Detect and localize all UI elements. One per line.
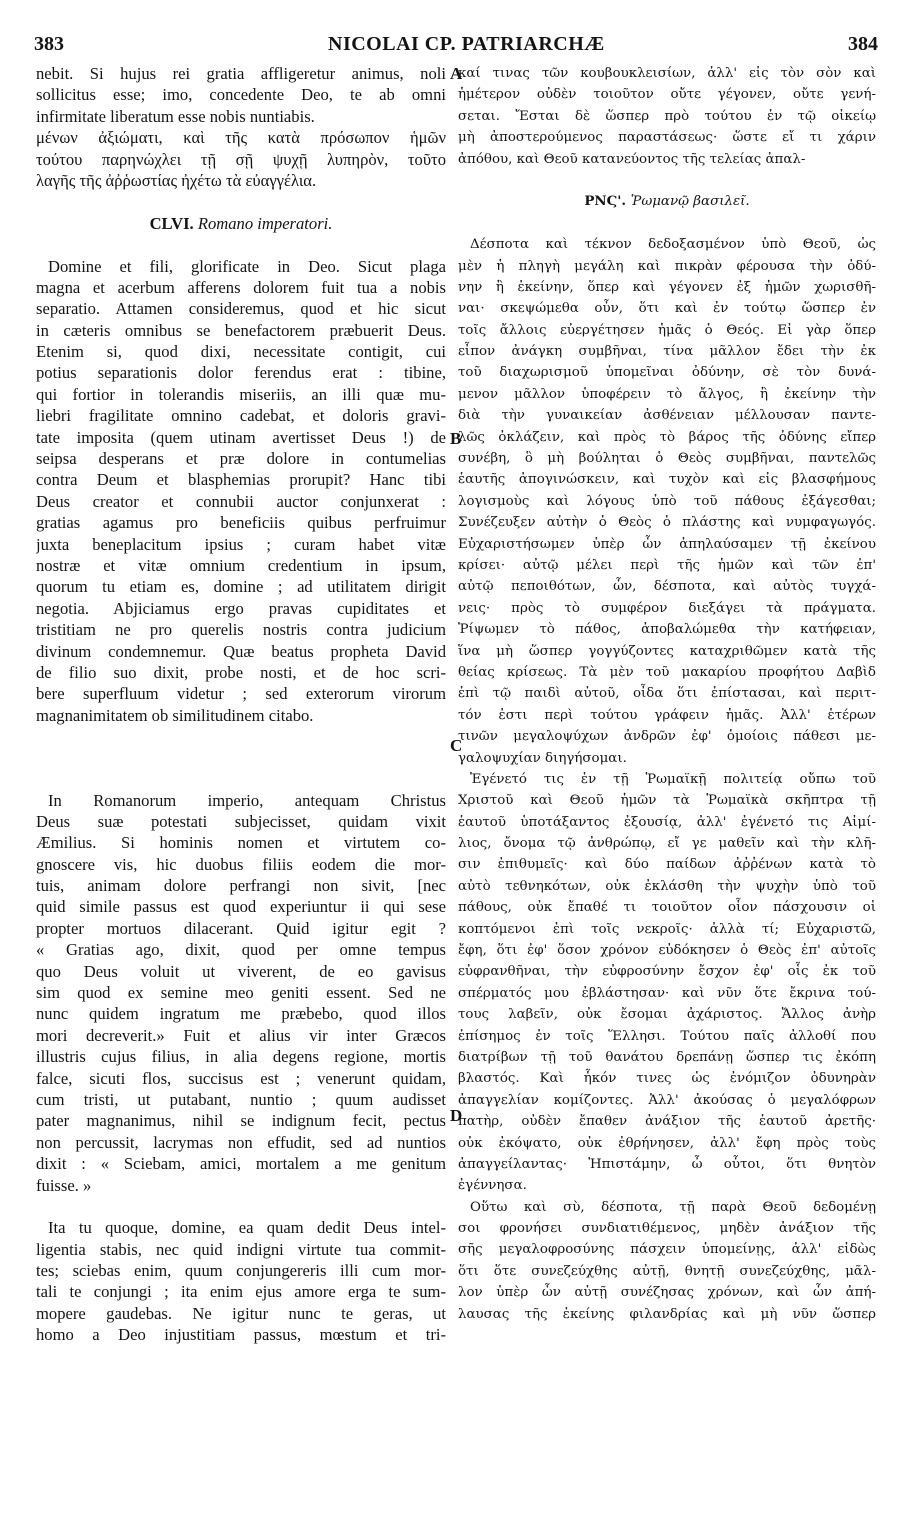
letter-addressee: Romano imperatori. bbox=[197, 213, 333, 233]
greek-line: σῆς μεγαλοφροσύνης πάσχειν ὑπομείνῃς, ἀλλ' εἰδὼς bbox=[458, 1242, 876, 1258]
greek-line: συνέβη, ὃ μὴ βούληται ὁ Θεὸς συμβῆναι, παντελῶς bbox=[458, 451, 876, 467]
greek-line: λῶς ὀκλάζειν, καὶ πρὸς τὸ βάρος τῆς ὀδύνης εἴπερ bbox=[458, 429, 876, 445]
latin-line: divinum condemnemur. Quæ beatus propheta David bbox=[36, 641, 446, 661]
greek-line: τόν ἐστι περὶ τούτου γράφειν ἡμᾶς. Ἀλλ' ἑτέρων bbox=[458, 707, 876, 723]
latin-line: sim quod ex semine meo geniti essent. Sed ne bbox=[36, 983, 446, 1003]
spacer bbox=[36, 191, 446, 212]
latin-line: magna et acerbum afferens dolorem fuit tua a nobis bbox=[36, 277, 446, 297]
latin-line: tes; sciebas enim, quum conjungereris illi cum mor- bbox=[36, 1261, 446, 1281]
latin-line: tristitiam ne pro querelis nostris contra judicium bbox=[36, 620, 446, 640]
latin-line: In Romanorum imperio, antequam Christus bbox=[48, 790, 446, 810]
latin-column bbox=[36, 63, 446, 1533]
greek-line: τοῦ διαχωρισμοῦ ὑπομεῖναι ὀδύνην, σὲ τὸν δυνά- bbox=[458, 365, 876, 381]
greek-line: σοι φρονήσει συνδιατιθέμενος, μηδὲν ἀνάξιον τῆς bbox=[458, 1221, 876, 1237]
greek-line: Οὕτω καὶ σὺ, δέσποτα, τῇ παρὰ Θεοῦ δεδομένῃ bbox=[470, 1199, 876, 1215]
spacer bbox=[458, 170, 876, 191]
letter-number: CLVI. bbox=[149, 213, 194, 233]
greek-line: πατὴρ, οὐδὲν ἔπαθεν ἀνάξιον τῆς ἑαυτοῦ ἀρετῆς· bbox=[458, 1114, 876, 1130]
greek-line: καί τινας τῶν κουβουκλεισίων, ἀλλ' εἰς τὸν σὸν καὶ bbox=[458, 66, 876, 81]
greek-line: γαλοψυχίαν διηγήσομαι. bbox=[458, 750, 627, 766]
spacer bbox=[36, 234, 446, 255]
latin-line: gnoscere vis, hic duobus filiis eodem die mor- bbox=[36, 854, 446, 874]
greek-line: λογισμοὺς καὶ λόγους ὑπὸ τοῦ πάθους ἐξάγεσθαι; bbox=[458, 493, 876, 509]
greek-line: σιν ἐπιθυμεῖς· καὶ δύο παίδων ἀῤῥένων κατὰ τὸ bbox=[458, 857, 876, 873]
greek-line: νην ἢ ἐκείνην, ὅπερ καὶ γέγονεν ἐξ ἡμῶν χωρισθῆ- bbox=[458, 279, 876, 295]
latin-line: qui fortior in tolerandis miseriis, an illi quæ mu- bbox=[36, 384, 446, 404]
latin-line: separatio. Attamen consideremus, quod et hic sicut bbox=[36, 299, 446, 319]
latin-line: de filio suo dixit, probe nosti, et de hoc scri- bbox=[36, 662, 446, 682]
greek-line: μὴ ἀποστερούμενος παραστάσεως· ὥστε εἴ τι χάριν bbox=[458, 130, 876, 146]
letter-addressee: Ῥωμανῷ βασιλεῖ. bbox=[630, 194, 750, 210]
latin-line: tuis, animam dolore perfrangi non sivit, [nec bbox=[36, 876, 446, 896]
latin-line: quorum tu etiam es, domine ; ad utilitatem dirigit bbox=[36, 577, 446, 597]
latin-line: magnanimitatem ob similitudinem citabo. bbox=[36, 705, 314, 725]
latin-line: Deus creator et connubii auctor conjunxerat : bbox=[36, 491, 446, 511]
greek-line: οὐκ ἐκόψατο, οὐκ ἐθρήνησεν, ἀλλ' ἔφη πρὸς τοὺς bbox=[458, 1135, 876, 1151]
latin-line: negotia. Abjiciamus ergo pravas cupiditates et bbox=[36, 598, 446, 618]
greek-line: μὲν ἡ πληγὴ μεγάλη καὶ πικρὰν φέρουσα τὴν ὀδύ- bbox=[458, 258, 876, 274]
latin-line: falce, sicuti flos, succisus est ; venerunt quidam, bbox=[36, 1068, 446, 1088]
greek-line: λον ὑπὲρ ὧν αὐτῇ συνέζησας χρόνων, καὶ ὧν ἀπή- bbox=[458, 1285, 876, 1301]
greek-line: ἑαυτοῦ ὑποτάξαντος ἐξουσίᾳ, ἀλλ' ἐγένετό τις Αἰμί- bbox=[458, 814, 876, 830]
greek-line: διὰ τὴν γυναικείαν ἀσθένειαν μέλλουσαν παντε- bbox=[458, 408, 876, 424]
latin-line: juxta beneplacitum ipsius ; curam habet vitæ bbox=[36, 534, 446, 554]
greek-line: ἑαυτῆς ἀπογινώσκειν, καὶ τυχὸν καὶ εἰς βλασφήμους bbox=[458, 472, 876, 488]
greek-line: πάθους, οὐκ ἔπαθέ τι τοιοῦτον οἷον πάσχουσιν οἱ bbox=[458, 900, 876, 916]
greek-line: τοῖς ἄλλοις εὐεργέτησεν ἡμᾶς ὁ Θεός. Εἰ γὰρ ὅπερ bbox=[458, 322, 876, 338]
latin-line: Ita tu quoque, domine, ea quam dedit Deus intel- bbox=[48, 1218, 446, 1238]
greek-line: κρίσει· αὐτῷ μέλει περὶ τῆς ἡμῶν καὶ τῶν ἐπ' bbox=[458, 557, 876, 573]
running-header bbox=[28, 33, 878, 59]
latin-line: mopere gaudebas. Ne igitur nunc te geras, ut bbox=[36, 1303, 446, 1323]
margin-letter-a: A bbox=[450, 64, 463, 83]
latin-line: liebri fragilitate omnino cadebat, et doloris gravi- bbox=[36, 406, 446, 426]
greek-line: λαυσας τῆς ἐκείνης φιλανδρίας καὶ μὴ νῦν ὥσπερ bbox=[458, 1306, 876, 1322]
latin-line: Domine et fili, glorificate in Deo. Sicut plaga bbox=[48, 256, 446, 276]
page-number-right: 384 bbox=[848, 33, 878, 55]
greek-line: ἵνα μὴ ὥσπερ γογγύζοντες καταχριθῶμεν κατὰ τῆς bbox=[458, 643, 876, 659]
spacer bbox=[36, 768, 446, 789]
latin-line: quo Deus voluit ut viverent, de eo gavisus bbox=[36, 961, 446, 981]
latin-line: nunc quidem ingratum me præbebo, quod illos bbox=[36, 1004, 446, 1024]
latin-line: gratias agamus pro beneficiis quibus perfruimur bbox=[36, 513, 446, 533]
greek-line: ἐγέννησα. bbox=[458, 1178, 527, 1194]
latin-line: sollicitus esse; imo, concedente Deo, te ab omni bbox=[36, 85, 446, 105]
greek-line: ἀπαγγείλαντας· Ἠπιστάμην, ὦ οὗτοι, ὅτι θνητὸν bbox=[458, 1156, 876, 1172]
margin-letter-c: C bbox=[450, 736, 463, 755]
greek-line: τινῶν μεγαλοψύχων ἀνδρῶν ἐφ' ὁμοίοις πάθεσι με- bbox=[458, 729, 876, 745]
latin-line: dixit : « Sciebam, amici, mortalem a me genitum bbox=[36, 1154, 446, 1174]
greek-line: αὐτῷ πεποιθότων, ὧν, δέσποτα, καὶ αὐτὸς τυγχά- bbox=[458, 579, 876, 595]
spacer bbox=[36, 1196, 446, 1217]
latin-line: quid simile passus est quod experiuntur ii qui sese bbox=[36, 897, 446, 917]
greek-line: θείας κρίσεως. Τὰ μὲν τοῦ μακαρίου προφήτου Δαβὶδ bbox=[458, 664, 876, 680]
latin-line: bere superfluum videtur ; sed exterorum virorum bbox=[36, 684, 446, 704]
greek-line: ἔφη, ὅτι ἐφ' ὅσον χρόνον εὐδόκησεν ὁ Θεὸς ἐπ' αὐτοῖς bbox=[458, 943, 876, 959]
latin-line: Æmilius. Si hominis nomen et virtutem co- bbox=[36, 833, 446, 853]
latin-line: « Gratias ago, dixit, quod per omne tempus bbox=[36, 940, 446, 960]
greek-line: Εὐχαριστήσωμεν ὑπὲρ ὧν ἀπηλαύσαμεν τῇ ἐκείνου bbox=[458, 536, 876, 552]
latin-line: tali te conjungi ; ita enim ejus amore erga te sum- bbox=[36, 1282, 446, 1302]
spacer bbox=[458, 213, 876, 234]
latin-line: propter mortuos dilacerant. Quid igitur egit ? bbox=[36, 918, 446, 938]
latin-line: mori decreverit.» Fuit et alius vir inter Græcos bbox=[36, 1025, 446, 1045]
latin-line: cum tristi, ut putabant, nuntio ; quum audisset bbox=[36, 1089, 446, 1109]
greek-spill-line: τούτου παρηνώχλει τῇ σῇ ψυχῇ λυπηρὸν, τοῦτο bbox=[36, 149, 446, 169]
letter-number: ΡΝϚ'. bbox=[584, 193, 627, 210]
margin-letter-b: B bbox=[450, 429, 462, 448]
greek-line: σπέρματός μου ἐβλάστησαν· καὶ νῦν ὅτε ἔκρινα τού- bbox=[458, 985, 876, 1001]
latin-line: contra Deum et blasphemias prorupit? Hanc tibi bbox=[36, 470, 446, 490]
latin-line: fuisse. » bbox=[36, 1175, 92, 1195]
greek-line: κοπτόμενοι ἐπὶ τοῖς νεκροῖς· ἀλλὰ τί; Εὐχαριστῶ, bbox=[458, 921, 876, 937]
latin-line: in cæteris omnibus se benefactorem præbuerit Deus. bbox=[36, 320, 446, 340]
greek-line: διατρίβων τῇ τοῦ θανάτου δρεπάνῃ ὥσπερ τις ἐκόπη bbox=[458, 1049, 876, 1065]
greek-line: εἶπον ἀνάγκη συμβῆναι, τίνα μᾶλλον ἔδει τὴν ἐκ bbox=[458, 344, 876, 360]
greek-line: βλαστός. Καὶ ἧκόν τινες ὡς ἐνόμιζον ὀδυνηρὰν bbox=[458, 1071, 876, 1087]
latin-line: illustris cujus filius, in alia degens regione, mortis bbox=[36, 1047, 446, 1067]
greek-line: τους λαβεῖν, οὐκ ἔσομαι ἀχάριστος. Ἄλλος ἀνὴρ bbox=[458, 1007, 876, 1023]
latin-line: nostræ et vitæ omnium credentium in ipsum, bbox=[36, 555, 446, 575]
greek-line: ἐπίσημος ἐν τοῖς Ἕλλησι. Τούτου παῖς ἀλλοθί που bbox=[458, 1028, 876, 1044]
greek-line: Ἐγένετό τις ἐν τῇ Ῥωμαϊκῇ πολιτείᾳ οὔπω τοῦ bbox=[470, 771, 876, 787]
latin-line: homo a Deo injustitiam passus, mœstum et tri- bbox=[36, 1325, 446, 1345]
greek-caption bbox=[458, 191, 876, 212]
greek-line: μενον μᾶλλον ὑποφέρειν τὸ ἄλγος, ἢ ἐκείνην τὴν bbox=[458, 386, 876, 402]
greek-spill-line: μένων ἀξιώματι, καὶ τῆς κατὰ πρόσωπον ἡμῶν bbox=[36, 128, 446, 148]
greek-line: αὐτὸ τεθνηκότων, οὐκ ἐκλάσθη τὴν ψυχὴν ὑπὸ τοῦ bbox=[458, 878, 876, 894]
greek-line: Δέσποτα καὶ τέκνον δεδοξασμένον ὑπὸ Θεοῦ, ὡς bbox=[470, 237, 876, 253]
latin-line: potius separationis dolor ferendus erat : tibine, bbox=[36, 363, 446, 383]
latin-line: nebit. Si hujus rei gratia affligeretur animus, noli bbox=[36, 64, 446, 83]
running-title: NICOLAI CP. PATRIARCHÆ bbox=[328, 33, 605, 55]
greek-line: ἀπόθου, καὶ Θεοῦ κατανεύοντος τῆς τελείας ἀπαλ- bbox=[458, 151, 806, 167]
latin-line: Etenim si, quod dixi, necessitate contigit, cui bbox=[36, 342, 446, 362]
margin-letter-d: D bbox=[450, 1106, 463, 1125]
spacer bbox=[36, 726, 446, 768]
greek-line: ὅτι ὅτε συνεζεύχθης αὐτῇ, θνητῇ συνεζεύχθης, μᾶλ- bbox=[458, 1263, 876, 1279]
latin-line: Deus suæ potestati subjecisset, quidam vixit bbox=[36, 811, 446, 831]
greek-spill-line: λαγῆς τῆς ἀῤῥωστίας ἠχέτω τὰ εὐαγγέλια. bbox=[36, 170, 317, 190]
greek-line: λιος, ὄνομα τῷ ἀνθρώπῳ, εἴ γε μαθεῖν καὶ τὴν κλῆ- bbox=[458, 836, 876, 852]
greek-line: νεις· πρὸς τὸ συμφέρον διεξάγει τὰ πράγματα. bbox=[458, 600, 876, 616]
greek-line: σεται. Ἔσται δὲ ὥσπερ πρὸ τούτου ἐν τῷ οἰκείῳ bbox=[458, 108, 876, 124]
greek-line: Ῥίψωμεν τὸ πάθος, ἀποβαλώμεθα τὴν κατήφειαν, bbox=[458, 622, 876, 638]
latin-line: tate imposita (quem utinam avertisset Deus !) de bbox=[36, 427, 446, 447]
latin-caption bbox=[36, 213, 446, 234]
latin-line: infirmitate liberatum esse nobis nuntiabis. bbox=[36, 106, 315, 126]
latin-line: non percussit, lacrymas non effudit, sed ad nuntios bbox=[36, 1132, 446, 1152]
latin-line: ligentia stabis, nec quid indigni virtute tua commit- bbox=[36, 1239, 446, 1259]
greek-line: Χριστοῦ καὶ Θεοῦ ἡμῶν τὰ Ῥωμαϊκὰ σκῆπτρα τῇ bbox=[458, 793, 876, 809]
greek-line: εὐφρανθῆναι, τὴν εὐφροσύνην ἔσχον ἐφ' οἷς ἐκ τοῦ bbox=[458, 964, 876, 980]
greek-line: ἀπαγγελίαν κομίζοντες. Ἀλλ' ἀκούσας ὁ μεγαλόφρων bbox=[458, 1092, 876, 1108]
greek-line: ἡμέτερον οὐδὲν τοιοῦτον οὔτε γέγονεν, οὔτε γενή- bbox=[458, 87, 876, 103]
page-number-left: 383 bbox=[34, 33, 64, 55]
greek-column bbox=[458, 63, 876, 1533]
latin-line: seipsa desperans et præ dolore in contumelias bbox=[36, 449, 446, 469]
latin-line: pater magnanimus, nihil se indignum fecit, pectus bbox=[36, 1111, 446, 1131]
greek-line: ἐπὶ τῷ παιδὶ αὐτοῦ, οἶδα ὅτι ἐπίστασαι, καὶ περιτ- bbox=[458, 686, 876, 702]
greek-line: ναι· σκεψώμεθα οὖν, ὅτι καὶ ἐν τούτῳ ὥσπερ ἐν bbox=[458, 301, 876, 317]
greek-line: Συνέζευξεν αὐτὴν ὁ Θεὸς ὁ πλάστης καὶ νυμφαγωγός. bbox=[458, 515, 876, 531]
